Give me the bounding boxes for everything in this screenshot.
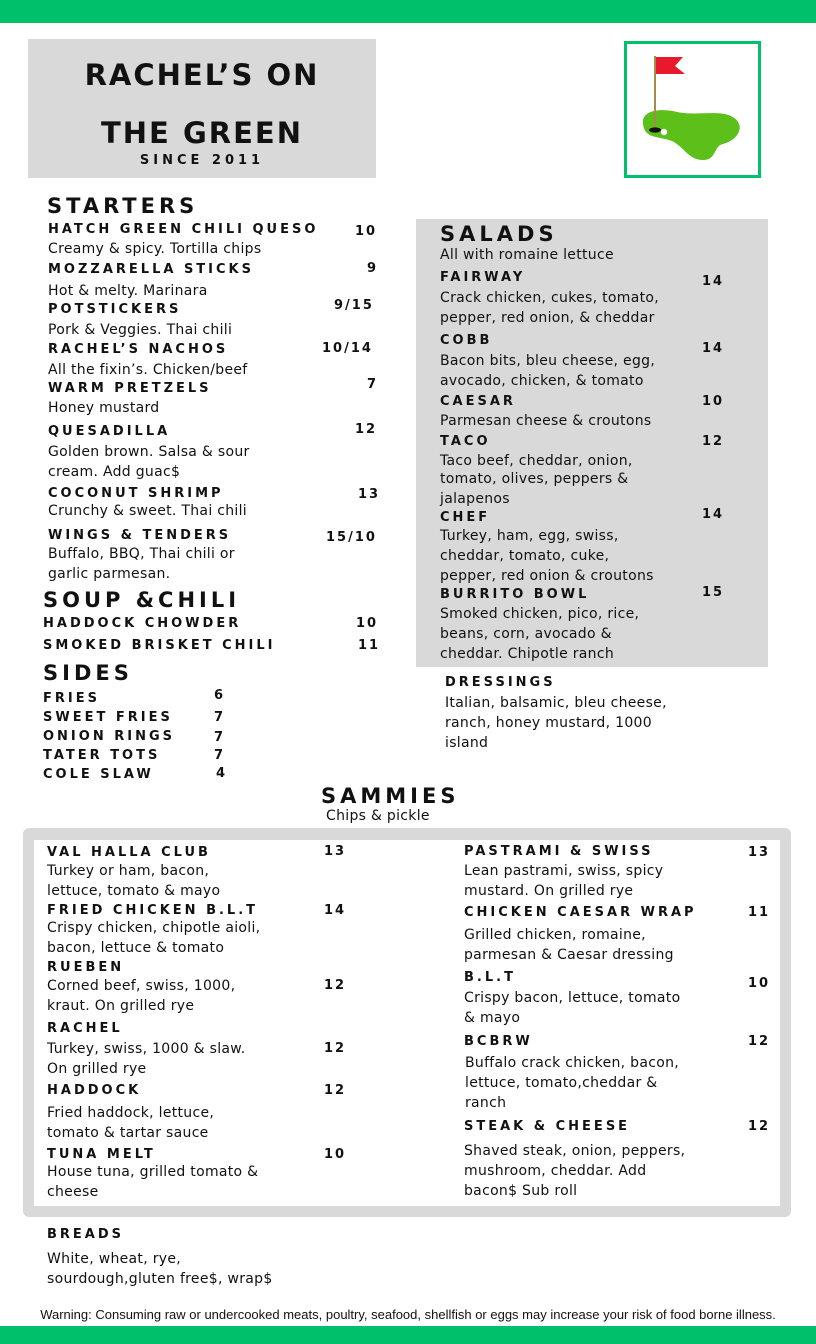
sammie-item-desc: bacon$ Sub roll (464, 1183, 578, 1199)
sammie-item-price: 11 (748, 905, 771, 920)
sammie-item-price: 13 (324, 844, 347, 859)
side-item-price: 6 (214, 688, 226, 703)
starter-item-name: WINGS & TENDERS (48, 528, 232, 543)
starter-item-desc: Honey mustard (48, 400, 160, 416)
starter-item-desc: Pork & Veggies. Thai chili (48, 322, 233, 338)
dressings-list: Italian, balsamic, bleu cheese, (445, 695, 667, 711)
sammie-item-desc: kraut. On grilled rye (47, 998, 195, 1014)
starters-heading: STARTERS (47, 194, 199, 218)
salad-item-name: TACO (440, 434, 491, 449)
starter-item-price: 12 (355, 422, 378, 437)
starter-item-desc: All the fixin’s. Chicken/beef (48, 362, 248, 378)
sammie-item-name: PASTRAMI & SWISS (464, 844, 654, 859)
soup-chili-heading: SOUP &CHILI (43, 588, 241, 612)
salad-item-name: COBB (440, 333, 493, 348)
sammie-item-desc: mushroom, cheddar. Add (464, 1163, 647, 1179)
starter-item-desc: cream. Add guac$ (48, 464, 181, 480)
sammie-item-name: TUNA MELT (47, 1147, 156, 1162)
salad-item-desc: Turkey, ham, egg, swiss, (440, 528, 619, 544)
salad-item-desc: Smoked chicken, pico, rice, (440, 606, 640, 622)
sammie-item-price: 12 (324, 1041, 347, 1056)
salad-item-desc: cheddar. Chipotle ranch (440, 646, 615, 662)
sammie-item-price: 14 (324, 903, 347, 918)
starter-item-desc: Hot & melty. Marinara (48, 283, 208, 299)
top-accent-bar (0, 0, 816, 23)
side-item-name: ONION RINGS (43, 729, 175, 744)
side-item-price: 7 (214, 730, 226, 745)
salad-item-price: 14 (702, 507, 725, 522)
starter-item-price: 9/15 (334, 298, 374, 313)
salad-item-name: BURRITO BOWL (440, 587, 590, 602)
sammie-item-price: 12 (324, 1083, 347, 1098)
starter-item-desc: garlic parmesan. (48, 566, 171, 582)
salad-item-desc: pepper, red onion, & cheddar (440, 310, 655, 326)
salad-item-price: 12 (702, 434, 725, 449)
soup-item-price: 10 (356, 616, 379, 631)
salad-item-name: FAIRWAY (440, 270, 526, 285)
breads-list: sourdough,gluten free$, wrap$ (47, 1271, 273, 1287)
salad-item-desc: avocado, chicken, & tomato (440, 373, 644, 389)
starter-item-price: 15/10 (326, 530, 377, 545)
sides-heading: SIDES (43, 661, 133, 685)
soup-item-name: SMOKED BRISKET CHILI (43, 638, 276, 653)
salad-item-name: CHEF (440, 510, 491, 525)
side-item-name: COLE SLAW (43, 767, 154, 782)
salad-item-desc: tomato, olives, peppers & (440, 471, 629, 487)
salad-item-desc: cheddar, tomato, cuke, (440, 548, 610, 564)
bottom-accent-bar (0, 1326, 816, 1344)
sammie-item-desc: & mayo (464, 1010, 521, 1026)
sammie-item-desc: House tuna, grilled tomato & (47, 1164, 259, 1180)
salad-item-desc: Crack chicken, cukes, tomato, (440, 290, 659, 306)
sammies-heading: SAMMIES (321, 784, 460, 808)
starter-item-desc: Creamy & spicy. Tortilla chips (48, 241, 262, 257)
salad-item-price: 14 (702, 341, 725, 356)
starter-item-desc: Buffalo, BBQ, Thai chili or (48, 546, 235, 562)
salad-item-price: 15 (702, 585, 725, 600)
salad-item-desc: Bacon bits, bleu cheese, egg, (440, 353, 656, 369)
sammie-item-desc: Crispy chicken, chipotle aioli, (47, 920, 261, 936)
golf-green-flag-icon (624, 41, 761, 178)
sammie-item-desc: Corned beef, swiss, 1000, (47, 978, 236, 994)
starter-item-price: 10/14 (322, 341, 373, 356)
sammie-item-name: FRIED CHICKEN B.L.T (47, 903, 259, 918)
salad-item-desc: Parmesan cheese & croutons (440, 413, 652, 429)
salad-item-price: 14 (702, 274, 725, 289)
sammie-item-name: HADDOCK (47, 1083, 142, 1098)
starter-item-price: 9 (367, 261, 379, 276)
starter-item-desc: Golden brown. Salsa & sour (48, 444, 250, 460)
salads-subheading: All with romaine lettuce (440, 247, 614, 263)
soup-item-name: HADDOCK CHOWDER (43, 616, 242, 631)
sammie-item-desc: Lean pastrami, swiss, spicy (464, 863, 664, 879)
sammie-item-desc: Crispy bacon, lettuce, tomato (464, 990, 681, 1006)
starter-item-price: 7 (367, 377, 379, 392)
salad-item-price: 10 (702, 394, 725, 409)
salad-item-desc: beans, corn, avocado & (440, 626, 612, 642)
starter-item-name: COCONUT SHRIMP (48, 486, 224, 501)
starter-item-name: MOZZARELLA STICKS (48, 262, 254, 277)
starter-item-price: 10 (355, 224, 378, 239)
sammie-item-price: 13 (748, 845, 771, 860)
sammie-item-desc: lettuce, tomato & mayo (47, 883, 221, 899)
salad-item-desc: Taco beef, cheddar, onion, (440, 453, 633, 469)
sammie-item-price: 12 (748, 1119, 771, 1134)
starter-item-name: QUESADILLA (48, 424, 171, 439)
restaurant-name-line-1: RACHEL’S ON (84, 58, 320, 92)
sammies-subheading: Chips & pickle (326, 808, 430, 824)
food-safety-warning: Warning: Consuming raw or undercooked meats, poultry, seafood, shellfish or eggs may increase your risk of food borne illness. (40, 1307, 776, 1322)
salads-heading: SALADS (440, 222, 558, 246)
sammie-item-desc: Buffalo crack chicken, bacon, (465, 1055, 680, 1071)
salad-item-desc: jalapenos (440, 491, 510, 507)
since-tagline: SINCE 2011 (139, 153, 265, 168)
side-item-name: TATER TOTS (43, 748, 161, 763)
sammie-item-desc: mustard. On grilled rye (464, 883, 634, 899)
breads-heading: BREADS (47, 1227, 125, 1242)
sammie-item-name: BCBRW (464, 1034, 533, 1049)
sammie-item-desc: lettuce, tomato,cheddar & (465, 1075, 658, 1091)
side-item-name: FRIES (43, 691, 100, 706)
salad-item-desc: pepper, red onion & croutons (440, 568, 654, 584)
side-item-name: SWEET FRIES (43, 710, 173, 725)
side-item-price: 7 (214, 710, 226, 725)
sammie-item-name: RACHEL (47, 1021, 123, 1036)
sammie-item-desc: Turkey or ham, bacon, (47, 863, 210, 879)
starter-item-name: RACHEL’S NACHOS (48, 342, 229, 357)
sammie-item-desc: Shaved steak, onion, peppers, (464, 1143, 686, 1159)
sammie-item-desc: cheese (47, 1184, 99, 1200)
sammie-item-name: RUEBEN (47, 960, 125, 975)
sammie-item-name: STEAK & CHEESE (464, 1119, 631, 1134)
sammie-item-price: 10 (324, 1147, 347, 1162)
side-item-price: 7 (214, 748, 226, 763)
sammie-item-price: 12 (324, 978, 347, 993)
starter-item-name: WARM PRETZELS (48, 381, 212, 396)
dressings-list: ranch, honey mustard, 1000 (445, 715, 652, 731)
sammie-item-name: B.L.T (464, 970, 516, 985)
dressings-heading: DRESSINGS (445, 675, 556, 690)
starter-item-price: 13 (358, 487, 381, 502)
restaurant-title-box (28, 39, 376, 178)
sammie-item-desc: On grilled rye (47, 1061, 147, 1077)
sammie-item-name: CHICKEN CAESAR WRAP (464, 905, 697, 920)
breads-list: White, wheat, rye, (47, 1251, 182, 1267)
soup-item-price: 11 (358, 638, 381, 653)
sammie-item-desc: parmesan & Caesar dressing (464, 947, 674, 963)
starter-item-desc: Crunchy & sweet. Thai chili (48, 503, 247, 519)
sammie-item-price: 10 (748, 976, 771, 991)
sammie-item-price: 12 (748, 1034, 771, 1049)
sammie-item-desc: ranch (465, 1095, 507, 1111)
sammie-item-desc: Turkey, swiss, 1000 & slaw. (47, 1041, 246, 1057)
sammie-item-desc: Fried haddock, lettuce, (47, 1105, 215, 1121)
side-item-price: 4 (216, 766, 228, 781)
starter-item-name: HATCH GREEN CHILI QUESO (48, 222, 319, 237)
sammie-item-desc: Grilled chicken, romaine, (464, 927, 646, 943)
sammie-item-desc: bacon, lettuce & tomato (47, 940, 225, 956)
starter-item-name: POTSTICKERS (48, 302, 182, 317)
restaurant-name-line-2: THE GREEN (101, 116, 303, 150)
sammie-item-name: VAL HALLA CLUB (47, 845, 211, 860)
dressings-list: island (445, 735, 489, 751)
salad-item-name: CAESAR (440, 394, 516, 409)
sammie-item-desc: tomato & tartar sauce (47, 1125, 209, 1141)
